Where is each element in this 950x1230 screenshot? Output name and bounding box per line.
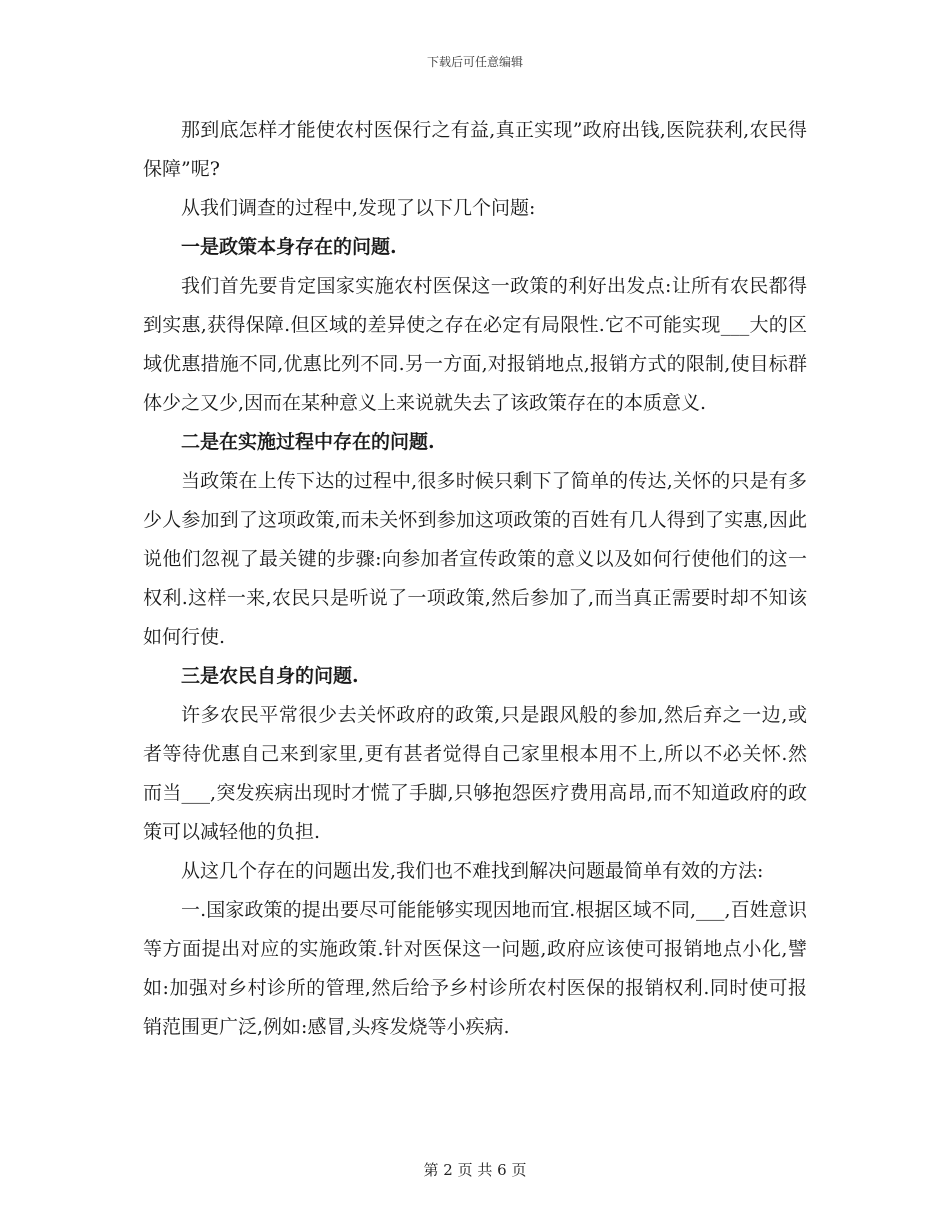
page-footer: 第 2 页 共 6 页 xyxy=(423,1161,527,1179)
heading-policy-problem: 一是政策本身存在的问题. xyxy=(181,236,397,258)
paragraph-policy-problem: 我们首先要肯定国家实施农村医保这一政策的利好出发点:让所有农民都得到实惠,获得保障.但区域的差异使之存在必定有局限性.它不可能实现___大的区域优惠措施不同,优惠比列不同.另一方面,对报销地点,报销方式的限制,使目标群体少之又少,因而在某种意义上来说就失去了该政策存在的本质意义. xyxy=(143,275,807,414)
paragraph-intro-question: 那到底怎样才能使农村医保行之有益,真正实现”政府出钱,医院获利,农民得保障”呢? xyxy=(143,119,807,180)
heading-farmer-problem: 三是农民自身的问题. xyxy=(181,665,359,687)
document-body xyxy=(143,111,807,1047)
heading-implementation-problem: 二是在实施过程中存在的问题. xyxy=(181,431,435,453)
paragraph-solution-intro: 从这几个存在的问题出发,我们也不难找到解决问题最简单有效的方法: xyxy=(181,860,764,882)
paragraph-findings-intro: 从我们调查的过程中,发现了以下几个问题: xyxy=(181,197,536,219)
page-header: 下载后可任意编辑 xyxy=(426,55,523,69)
paragraph-farmer-problem: 许多农民平常很少去关怀政府的政策,只是跟风般的参加,然后弃之一边,或者等待优惠自己来到家里,更有甚者觉得自己家里根本用不上,所以不必关怀.然而当___,突发疾病出现时才慌了手脚,只够抱怨医疗费用高昂,而不知道政府的政策可以减轻他的负担. xyxy=(143,704,807,843)
paragraph-implementation-problem: 当政策在上传下达的过程中,很多时候只剩下了简单的传达,关怀的只是有多少人参加到了这项政策,而未关怀到参加这项政策的百姓有几人得到了实惠,因此说他们忽视了最关键的步骤:向参加者宣传政策的意义以及如何行使他们的这一权利.这样一来,农民只是听说了一项政策,然后参加了,而当真正需要时却不知该如何行使. xyxy=(143,470,807,648)
paragraph-solution-one: 一.国家政策的提出要尽可能能够实现因地而宜.根据区域不同,___,百姓意识等方面提出对应的实施政策.针对医保这一问题,政府应该使可报销地点小化,譬如:加强对乡村诊所的管理,然后给予乡村诊所农村医保的报销权利.同时使可报销范围更广泛,例如:感冒,头疼发烧等小疾病. xyxy=(143,899,807,1038)
